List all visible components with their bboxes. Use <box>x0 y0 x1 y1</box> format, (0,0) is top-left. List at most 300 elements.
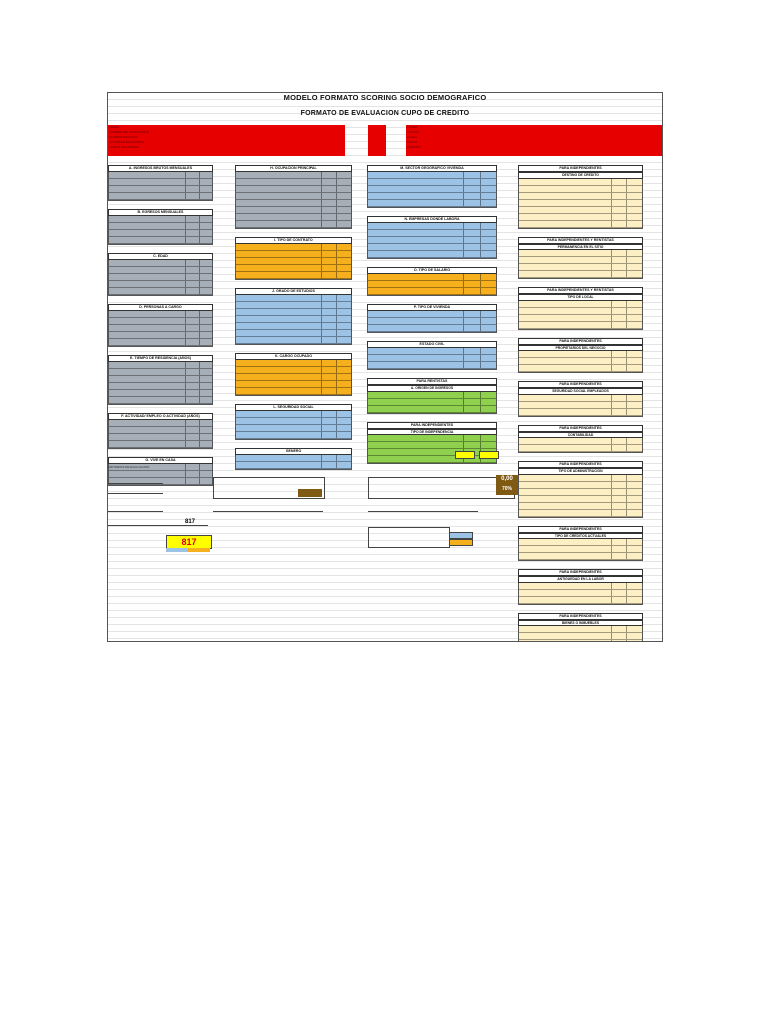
table-row <box>236 323 351 330</box>
value-cell[interactable] <box>463 288 479 294</box>
value-cell[interactable] <box>626 489 642 495</box>
value-cell[interactable] <box>321 251 336 257</box>
value-cell[interactable] <box>611 264 627 270</box>
form-section <box>367 165 497 208</box>
value-cell[interactable] <box>611 365 627 371</box>
table-row <box>519 264 642 271</box>
criteria-label: CRITERIOS DE EVALUACION <box>108 465 150 469</box>
value-cell[interactable] <box>480 237 496 243</box>
value-cell[interactable] <box>611 200 627 206</box>
value-cell[interactable] <box>611 597 627 603</box>
value-cell[interactable] <box>611 214 627 220</box>
value-cell[interactable] <box>626 475 642 481</box>
value-cell[interactable] <box>480 230 496 236</box>
row-label <box>519 271 611 277</box>
value-cell[interactable] <box>480 193 496 199</box>
value-cell[interactable] <box>480 244 496 250</box>
value-cell[interactable] <box>611 640 627 642</box>
value-cell[interactable] <box>199 260 212 266</box>
value-cell[interactable] <box>611 358 627 364</box>
value-cell[interactable] <box>611 438 627 444</box>
value-cell[interactable] <box>626 315 642 321</box>
value-cell[interactable] <box>185 362 198 368</box>
value-cell[interactable] <box>626 503 642 509</box>
value-cell[interactable] <box>185 186 198 192</box>
value-cell[interactable] <box>321 316 336 322</box>
table-row <box>109 281 212 288</box>
table-row <box>109 230 212 237</box>
row-label <box>236 302 321 308</box>
value-cell[interactable] <box>480 392 496 398</box>
row-label <box>236 244 321 250</box>
value-cell[interactable] <box>321 418 336 424</box>
value-cell[interactable] <box>611 308 627 314</box>
red-band-label: MONTO SOLICITADO <box>109 145 139 149</box>
value-cell[interactable] <box>463 274 479 280</box>
value-cell[interactable] <box>611 322 627 328</box>
value-cell[interactable] <box>185 427 198 433</box>
value-cell[interactable] <box>626 308 642 314</box>
value-cell[interactable] <box>336 258 351 264</box>
value-cell[interactable] <box>185 223 198 229</box>
value-cell[interactable] <box>336 381 351 387</box>
value-cell[interactable] <box>185 332 198 338</box>
value-cell[interactable] <box>626 633 642 639</box>
value-cell[interactable] <box>611 475 627 481</box>
value-cell[interactable] <box>185 274 198 280</box>
value-cell[interactable] <box>185 471 198 477</box>
value-cell[interactable] <box>336 360 351 366</box>
value-cell[interactable] <box>611 351 627 357</box>
value-cell[interactable] <box>336 425 351 431</box>
value-cell[interactable] <box>626 207 642 213</box>
value-cell[interactable] <box>336 462 351 468</box>
value-cell[interactable] <box>480 179 496 185</box>
value-cell[interactable] <box>336 330 351 336</box>
value-cell[interactable] <box>185 464 198 470</box>
value-cell[interactable] <box>336 172 351 178</box>
row-label <box>519 445 611 451</box>
value-cell[interactable] <box>463 251 479 257</box>
value-cell[interactable] <box>626 200 642 206</box>
value-cell[interactable] <box>321 330 336 336</box>
table-row <box>236 381 351 388</box>
value-cell[interactable] <box>336 316 351 322</box>
value-cell[interactable] <box>626 626 642 632</box>
value-cell[interactable] <box>463 193 479 199</box>
value-cell[interactable] <box>480 251 496 257</box>
value-cell[interactable] <box>321 462 336 468</box>
value-cell[interactable] <box>480 325 496 331</box>
value-cell[interactable] <box>185 383 198 389</box>
value-cell[interactable] <box>463 200 479 206</box>
row-label <box>368 435 463 441</box>
value-cell[interactable] <box>199 397 212 403</box>
form-section <box>108 457 213 486</box>
value-cell[interactable] <box>611 553 627 559</box>
value-cell[interactable] <box>611 271 627 277</box>
value-cell[interactable] <box>321 425 336 431</box>
value-cell[interactable] <box>185 376 198 382</box>
value-cell[interactable] <box>199 311 212 317</box>
value-cell[interactable] <box>321 221 336 227</box>
form-section <box>518 287 643 330</box>
value-cell[interactable] <box>463 392 479 398</box>
value-cell[interactable] <box>626 264 642 270</box>
value-cell[interactable] <box>480 311 496 317</box>
value-cell[interactable] <box>611 503 627 509</box>
value-cell[interactable] <box>463 311 479 317</box>
value-cell[interactable] <box>626 193 642 199</box>
value-cell[interactable] <box>626 179 642 185</box>
value-cell[interactable] <box>199 427 212 433</box>
value-cell[interactable] <box>199 478 212 484</box>
value-cell[interactable] <box>199 339 212 345</box>
value-cell[interactable] <box>463 186 479 192</box>
value-cell[interactable] <box>626 583 642 589</box>
value-cell[interactable] <box>626 553 642 559</box>
value-cell[interactable] <box>611 179 627 185</box>
value-cell[interactable] <box>336 455 351 461</box>
form-section <box>235 404 352 440</box>
value-cell[interactable] <box>611 590 627 596</box>
value-cell[interactable] <box>626 482 642 488</box>
value-cell[interactable] <box>626 510 642 516</box>
value-cell[interactable] <box>480 281 496 287</box>
value-cell[interactable] <box>336 221 351 227</box>
value-cell[interactable] <box>321 258 336 264</box>
table-row <box>368 200 496 207</box>
value-cell[interactable] <box>463 179 479 185</box>
value-cell[interactable] <box>336 337 351 343</box>
red-band-label: NOMBRE DEL SOLICITANTE <box>109 130 150 134</box>
form-section <box>235 448 352 470</box>
value-cell[interactable] <box>611 510 627 516</box>
value-cell[interactable] <box>336 272 351 278</box>
value-cell[interactable] <box>336 251 351 257</box>
value-cell[interactable] <box>321 207 336 213</box>
value-cell[interactable] <box>626 186 642 192</box>
value-cell[interactable] <box>480 399 496 405</box>
value-cell[interactable] <box>626 438 642 444</box>
value-cell[interactable] <box>185 434 198 440</box>
value-cell[interactable] <box>480 200 496 206</box>
value-cell[interactable] <box>626 221 642 227</box>
value-cell[interactable] <box>626 409 642 415</box>
value-cell[interactable] <box>199 281 212 287</box>
value-cell[interactable] <box>185 288 198 294</box>
value-cell[interactable] <box>199 325 212 331</box>
value-cell[interactable] <box>611 482 627 488</box>
form-section <box>518 165 643 229</box>
row-label <box>519 301 611 307</box>
value-cell[interactable] <box>611 409 627 415</box>
value-cell[interactable] <box>626 597 642 603</box>
value-cell[interactable] <box>199 172 212 178</box>
value-cell[interactable] <box>336 309 351 315</box>
value-cell[interactable] <box>185 281 198 287</box>
value-cell[interactable] <box>199 274 212 280</box>
value-cell[interactable] <box>463 348 479 354</box>
value-cell[interactable] <box>463 435 479 441</box>
table-row <box>519 322 642 329</box>
value-cell[interactable] <box>611 395 627 401</box>
value-cell[interactable] <box>336 179 351 185</box>
value-cell[interactable] <box>321 374 336 380</box>
row-label <box>109 369 185 375</box>
value-cell[interactable] <box>321 302 336 308</box>
value-cell[interactable] <box>185 325 198 331</box>
value-cell[interactable] <box>626 640 642 642</box>
value-cell[interactable] <box>626 271 642 277</box>
value-cell[interactable] <box>199 230 212 236</box>
legend-blue-cell <box>166 548 188 552</box>
value-cell[interactable] <box>626 365 642 371</box>
value-cell[interactable] <box>199 216 212 222</box>
total-score-highlight: 817 <box>166 535 212 549</box>
value-cell[interactable] <box>185 260 198 266</box>
value-cell[interactable] <box>611 489 627 495</box>
value-cell[interactable] <box>336 411 351 417</box>
value-cell[interactable] <box>199 179 212 185</box>
value-cell[interactable] <box>321 367 336 373</box>
value-cell[interactable] <box>480 355 496 361</box>
value-cell[interactable] <box>480 318 496 324</box>
value-cell[interactable] <box>321 455 336 461</box>
value-cell[interactable] <box>321 381 336 387</box>
value-cell[interactable] <box>185 420 198 426</box>
value-cell[interactable] <box>611 250 627 256</box>
value-cell[interactable] <box>199 420 212 426</box>
value-cell[interactable] <box>321 411 336 417</box>
value-cell[interactable] <box>199 376 212 382</box>
value-cell[interactable] <box>321 214 336 220</box>
value-cell[interactable] <box>463 172 479 178</box>
value-cell[interactable] <box>336 374 351 380</box>
value-cell[interactable] <box>321 265 336 271</box>
value-cell[interactable] <box>336 193 351 199</box>
value-cell[interactable] <box>199 390 212 396</box>
table-row <box>368 179 496 186</box>
decision-color-cell <box>298 489 322 497</box>
value-cell[interactable] <box>463 237 479 243</box>
value-cell[interactable] <box>480 274 496 280</box>
value-cell[interactable] <box>185 172 198 178</box>
value-cell[interactable] <box>321 295 336 301</box>
value-cell[interactable] <box>463 281 479 287</box>
value-cell[interactable] <box>626 546 642 552</box>
value-cell[interactable] <box>185 237 198 243</box>
value-cell[interactable] <box>199 318 212 324</box>
value-cell[interactable] <box>199 362 212 368</box>
table-row <box>368 223 496 230</box>
value-cell[interactable] <box>480 186 496 192</box>
row-label <box>519 475 611 481</box>
section-title: C. EDAD <box>108 253 213 260</box>
value-cell[interactable] <box>611 445 627 451</box>
value-cell[interactable] <box>611 539 627 545</box>
value-cell[interactable] <box>626 351 642 357</box>
value-cell[interactable] <box>336 265 351 271</box>
row-label <box>109 288 185 294</box>
value-cell[interactable] <box>199 267 212 273</box>
value-cell[interactable] <box>480 362 496 368</box>
value-cell[interactable] <box>611 301 627 307</box>
value-cell[interactable] <box>480 172 496 178</box>
value-cell[interactable] <box>321 193 336 199</box>
value-cell[interactable] <box>611 633 627 639</box>
value-cell[interactable] <box>463 325 479 331</box>
value-cell[interactable] <box>336 302 351 308</box>
row-label <box>109 318 185 324</box>
value-cell[interactable] <box>336 295 351 301</box>
value-cell[interactable] <box>463 244 479 250</box>
value-cell[interactable] <box>336 200 351 206</box>
value-cell[interactable] <box>336 244 351 250</box>
value-cell[interactable] <box>463 223 479 229</box>
value-cell[interactable] <box>336 388 351 394</box>
row-label <box>236 200 321 206</box>
value-cell[interactable] <box>185 216 198 222</box>
value-cell[interactable] <box>611 546 627 552</box>
value-cell[interactable] <box>199 288 212 294</box>
value-cell[interactable] <box>321 388 336 394</box>
value-cell[interactable] <box>626 214 642 220</box>
value-cell[interactable] <box>611 583 627 589</box>
value-cell[interactable] <box>199 186 212 192</box>
value-cell[interactable] <box>336 418 351 424</box>
value-cell[interactable] <box>185 369 198 375</box>
value-cell[interactable] <box>626 590 642 596</box>
section-title: PARA INDEPENDIENTES <box>518 569 643 576</box>
value-cell[interactable] <box>611 315 627 321</box>
value-cell[interactable] <box>321 337 336 343</box>
value-cell[interactable] <box>611 626 627 632</box>
value-cell[interactable] <box>611 496 627 502</box>
value-cell[interactable] <box>480 406 496 412</box>
value-cell[interactable] <box>185 230 198 236</box>
row-label <box>236 462 321 468</box>
value-cell[interactable] <box>626 257 642 263</box>
value-cell[interactable] <box>199 369 212 375</box>
value-cell[interactable] <box>480 223 496 229</box>
table-row <box>368 449 496 456</box>
value-cell[interactable] <box>480 442 496 448</box>
row-label <box>236 432 321 438</box>
row-label <box>368 348 463 354</box>
value-cell[interactable] <box>199 434 212 440</box>
value-cell[interactable] <box>321 309 336 315</box>
value-cell[interactable] <box>185 390 198 396</box>
value-cell[interactable] <box>321 172 336 178</box>
value-cell[interactable] <box>336 367 351 373</box>
value-cell[interactable] <box>185 441 198 447</box>
value-cell[interactable] <box>321 179 336 185</box>
value-cell[interactable] <box>463 362 479 368</box>
value-cell[interactable] <box>626 402 642 408</box>
value-cell[interactable] <box>199 237 212 243</box>
value-cell[interactable] <box>321 200 336 206</box>
value-cell[interactable] <box>336 432 351 438</box>
table-row <box>519 445 642 452</box>
value-cell[interactable] <box>199 223 212 229</box>
value-cell[interactable] <box>185 311 198 317</box>
value-cell[interactable] <box>321 186 336 192</box>
value-cell[interactable] <box>626 395 642 401</box>
signature-line-3 <box>368 511 478 512</box>
value-cell[interactable] <box>611 193 627 199</box>
row-label <box>236 295 321 301</box>
value-cell[interactable] <box>199 383 212 389</box>
value-cell[interactable] <box>199 471 212 477</box>
value-cell[interactable] <box>626 358 642 364</box>
table-row <box>519 358 642 365</box>
form-section <box>108 209 213 245</box>
value-cell[interactable] <box>626 496 642 502</box>
value-cell[interactable] <box>336 214 351 220</box>
row-label <box>236 411 321 417</box>
value-cell[interactable] <box>480 288 496 294</box>
value-cell[interactable] <box>480 348 496 354</box>
value-cell[interactable] <box>611 221 627 227</box>
value-cell[interactable] <box>626 301 642 307</box>
value-cell[interactable] <box>185 179 198 185</box>
row-label <box>236 272 321 278</box>
value-cell[interactable] <box>321 244 336 250</box>
value-cell[interactable] <box>185 478 198 484</box>
value-cell[interactable] <box>321 272 336 278</box>
value-cell[interactable] <box>626 445 642 451</box>
value-cell[interactable] <box>336 207 351 213</box>
value-cell[interactable] <box>336 186 351 192</box>
value-cell[interactable] <box>626 322 642 328</box>
value-cell[interactable] <box>463 355 479 361</box>
value-cell[interactable] <box>185 397 198 403</box>
value-cell[interactable] <box>611 402 627 408</box>
value-cell[interactable] <box>321 323 336 329</box>
table-row <box>519 250 642 257</box>
value-cell[interactable] <box>626 539 642 545</box>
value-cell[interactable] <box>199 464 212 470</box>
value-cell[interactable] <box>463 442 479 448</box>
form-section <box>108 355 213 405</box>
section-title: I. TIPO DE CONTRATO <box>235 237 352 244</box>
value-cell[interactable] <box>199 332 212 338</box>
value-cell[interactable] <box>199 193 212 199</box>
table-row <box>109 288 212 295</box>
value-cell[interactable] <box>480 435 496 441</box>
value-cell[interactable] <box>199 441 212 447</box>
value-cell[interactable] <box>463 399 479 405</box>
value-cell[interactable] <box>185 267 198 273</box>
value-cell[interactable] <box>185 339 198 345</box>
value-cell[interactable] <box>611 186 627 192</box>
value-cell[interactable] <box>611 257 627 263</box>
value-cell[interactable] <box>336 323 351 329</box>
value-cell[interactable] <box>626 250 642 256</box>
value-cell[interactable] <box>611 207 627 213</box>
table-row <box>519 438 642 445</box>
value-cell[interactable] <box>185 318 198 324</box>
value-cell[interactable] <box>463 406 479 412</box>
value-cell[interactable] <box>321 432 336 438</box>
value-cell[interactable] <box>321 360 336 366</box>
section-title: PARA INDEPENDIENTES <box>518 165 643 172</box>
value-cell[interactable] <box>463 230 479 236</box>
value-cell[interactable] <box>185 193 198 199</box>
section-subtitle: A. ORIGEN DE INGRESOS <box>367 385 497 392</box>
value-cell[interactable] <box>463 318 479 324</box>
